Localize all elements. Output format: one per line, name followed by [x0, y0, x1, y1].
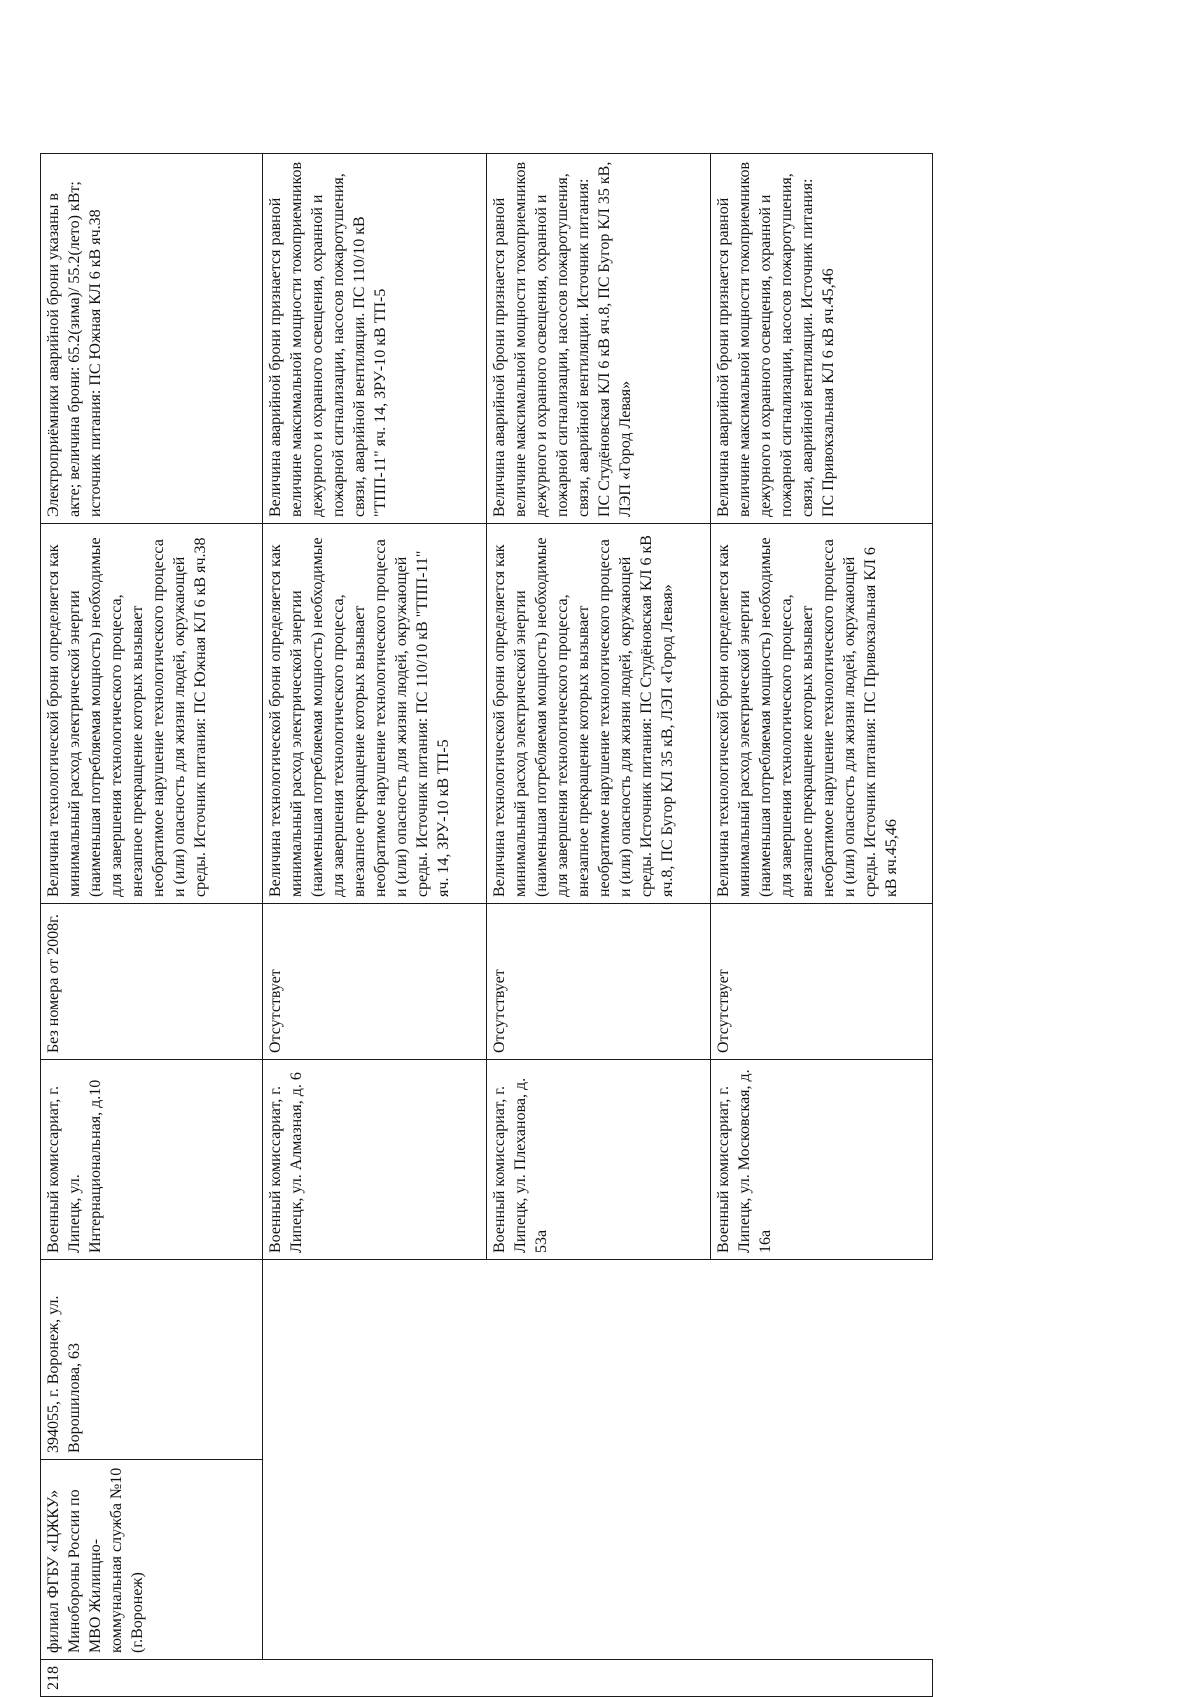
- emergency-reserve-text: Величина аварийной брони признается равной величине максимальной мощности токоприемников дежурного и охранного освещения, охранной и пожарной сигнализации, насосов пожаротушения, связи, аварийной вентиляции. ПС 110/10 кВ "ТПП-11" яч. 14, ЗРУ-10 кВ ТП-5: [267, 162, 389, 517]
- table-row: [41, 154, 263, 1697]
- table-row: [263, 154, 487, 1697]
- act-reference: Отсутствует: [715, 969, 732, 1053]
- rotated-document-page: [40, 47, 1190, 1697]
- table-row: [711, 154, 933, 1697]
- organization-cell: [41, 1460, 263, 1660]
- organization-name: филиал ФГБУ «ЦЖКУ» Минобороны России по МВО Жилищно-коммунальная служба №10 (г.Воронеж): [45, 1467, 146, 1653]
- object-name: Военный комиссариат, г. Липецк, ул. Плеханова, д. 53а: [491, 1077, 550, 1253]
- tech-reserve-text: Величина технологической брони определяется как минимальный расход электрической энергии (наименьшая потребляемая мощность) необходимые для завершения технологического процесса, внезапное прекращение которых вызывает необратимое нарушение технологического процесса и (или) опасность для жизни людей, окружающей среды. Источник питания: ПС Студёновская КЛ 6 кВ яч.8, ПС Бугор КЛ 35 кВ, ЛЭП «Город Левая»: [491, 535, 676, 897]
- act-cell: [41, 904, 263, 1060]
- tech-reserve-text: Величина технологической брони определяется как минимальный расход электрической энергии (наименьшая потребляемая мощность) необходимые для завершения технологического процесса, внезапное прекращение которых вызывает необратимое нарушение технологического процесса и (или) опасность для жизни людей, окружающей среды. Источник питания: ПС Южная КЛ 6 кВ яч.38: [45, 537, 209, 897]
- tech-reserve-text: Величина технологической брони определяется как минимальный расход электрической энергии (наименьшая потребляемая мощность) необходимые для завершения технологического процесса, внезапное прекращение которых вызывает необратимое нарушение технологического процесса и (или) опасность для жизни людей, окружающей среды. Источник питания: ПС Привокзальная КЛ 6 кВ яч.45,46: [715, 537, 900, 897]
- table-row: [487, 154, 711, 1697]
- act-cell: [263, 904, 487, 1060]
- emergency-reserve-text: Электроприёмники аварийной брони указаны в акте; величина брони: 65.2(зима)/ 55.2(лето) кВт; источник питания: ПС Южная КЛ 6 кВ яч.38: [45, 181, 104, 517]
- object-cell: [41, 1060, 263, 1260]
- emergency-reserve-cell: [41, 154, 263, 524]
- emergency-reserve-text: Величина аварийной брони признается равной величине максимальной мощности токоприемников дежурного и охранного освещения, охранной и пожарной сигнализации, насосов пожаротушения, связи, аварийной вентиляции. Источник питания: ПС Студёновская КЛ 6 кВ яч.8, ПС Бугор КЛ 35 кВ, ЛЭП «Город Левая»: [491, 161, 634, 517]
- object-cell: [711, 1060, 933, 1260]
- emergency-reserve-cell: [263, 154, 487, 524]
- object-name: Военный комиссариат, г. Липецк, ул. Алмазная, д. 6: [267, 1072, 305, 1253]
- act-reference: Без номера от 2008г.: [45, 914, 62, 1053]
- row-number-cell: [41, 1660, 933, 1697]
- emergency-reserve-cell: [711, 154, 933, 524]
- emergency-reserve-text: Величина аварийной брони признается равной величине максимальной мощности токоприемников дежурного и охранного освещения, охранной и пожарной сигнализации, насосов пожаротушения, связи, аварийной вентиляции. Источник питания: ПС Привокзальная КЛ 6 кВ яч.45,46: [715, 162, 837, 517]
- reserve-table: [40, 153, 933, 1697]
- act-cell: [487, 904, 711, 1060]
- object-name: Военный комиссариат, г. Липецк, ул. Интернациональная, д.10: [45, 1079, 104, 1253]
- object-cell: [487, 1060, 711, 1260]
- emergency-reserve-cell: [487, 154, 711, 524]
- tech-reserve-cell: [711, 524, 933, 904]
- organization-address-cell: [41, 1260, 263, 1460]
- tech-reserve-text: Величина технологической брони определяется как минимальный расход электрической энергии (наименьшая потребляемая мощность) необходимые для завершения технологического процесса, внезапное прекращение которых вызывает необратимое нарушение технологического процесса и (или) опасность для жизни людей, окружающей среды. Источник питания: ПС 110/10 кВ "ТПП-11" яч. 14, ЗРУ-10 кВ ТП-5: [267, 537, 452, 897]
- act-reference: Отсутствует: [491, 969, 508, 1053]
- object-cell: [263, 1060, 487, 1260]
- act-reference: Отсутствует: [267, 969, 284, 1053]
- tech-reserve-cell: [41, 524, 263, 904]
- object-name: Военный комиссариат, г. Липецк, ул. Московская, д. 16а: [715, 1069, 774, 1253]
- row-number: 218: [45, 1666, 62, 1690]
- tech-reserve-cell: [263, 524, 487, 904]
- organization-address: 394055, г. Воронеж, ул. Ворошилова, 63: [45, 1295, 83, 1453]
- act-cell: [711, 904, 933, 1060]
- tech-reserve-cell: [487, 524, 711, 904]
